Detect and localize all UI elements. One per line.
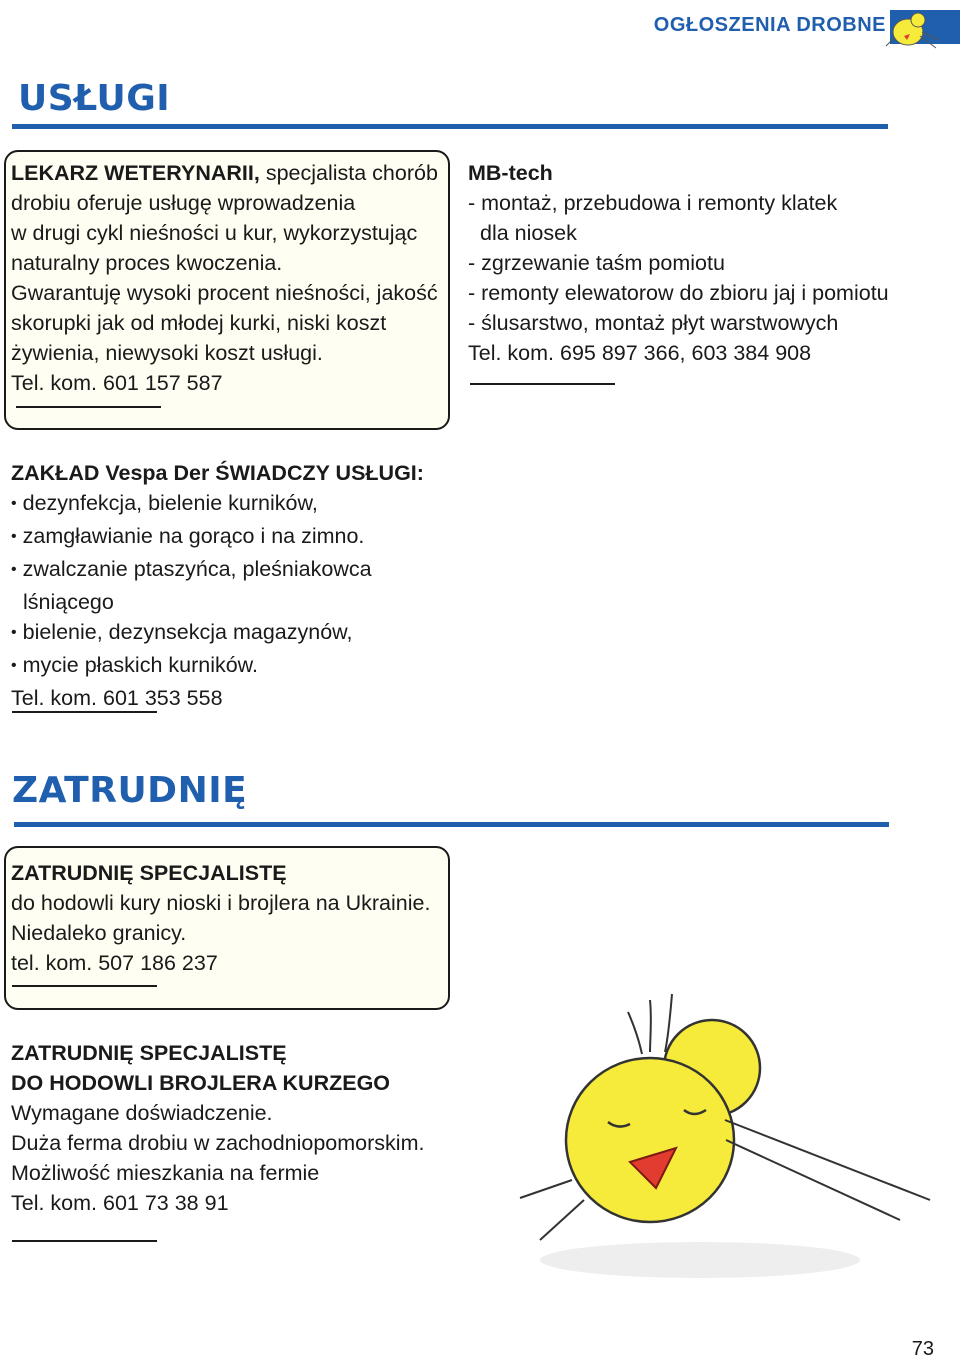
ad-mbtech-line: - zgrzewanie taśm pomiotu [468,251,725,275]
ad-separator [12,985,157,987]
ad-vespa [11,458,424,713]
ad-mbtech-title: MB-tech [468,161,553,185]
ad-vespa-item: • mycie płaskich kurników. [11,650,424,683]
ad-separator [470,383,615,385]
ad-job1-phone: tel. kom. 507 186 237 [11,951,218,975]
section-rule-zatrudnie [14,822,889,827]
ad-job2-title: DO HODOWLI BROJLERA KURZEGO [11,1071,391,1095]
ad-separator [12,1240,157,1242]
section-title-zatrudnie: ZATRUDNIĘ [12,770,248,811]
ad-mbtech-line: - montaż, przebudowa i remonty klatek [468,191,838,215]
ad-lekarz [11,158,438,398]
header-tag: OGŁOSZENIA DROBNE [653,14,886,36]
ad-lekarz-line: Gwarantuję wysoki procent nieśności, jakość [11,281,438,305]
ad-mbtech-line: - ślusarstwo, montaż płyt warstwowych [468,311,839,335]
ad-mbtech-line: dla niosek [480,221,577,245]
ad-job2-title: ZATRUDNIĘ SPECJALISTĘ [11,1041,287,1065]
ad-vespa-item: • dezynfekcja, bielenie kurników, [11,488,424,521]
ad-vespa-item: • bielenie, dezynsekcja magazynów, [11,617,424,650]
ad-job1 [11,858,430,978]
page-number: 73 [911,1338,934,1360]
ad-lekarz-line: drobiu oferuje usługę wprowadzenia [11,191,356,215]
ad-job2-phone: Tel. kom. 601 73 38 91 [11,1191,229,1215]
ad-job2 [11,1038,424,1218]
ad-job1-line: do hodowli kury nioski i brojlera na Ukrainie. [11,891,431,915]
ad-vespa-phone: Tel. kom. 601 353 558 [11,686,223,710]
ad-separator [12,711,157,713]
ad-job2-line: Duża ferma drobiu w zachodniopomorskim. [11,1131,425,1155]
ad-lekarz-line: w drugi cykl nieśności u kur, wykorzystując [11,221,418,245]
ad-lekarz-lead: LEKARZ WETERYNARII, [11,161,260,185]
ad-vespa-item: • zwalczanie ptaszyńca, pleśniakowca [11,554,424,587]
section-title-uslugi: USŁUGI [18,78,171,119]
ad-job1-line: Niedaleko granicy. [11,921,187,945]
chick-illustration [500,990,960,1290]
ad-vespa-title: ZAKŁAD Vespa Der ŚWIADCZY USŁUGI: [11,461,424,485]
ad-lekarz-line: specjalista chorób [259,161,438,185]
ad-lekarz-line: naturalny proces kwoczenia. [11,251,283,275]
ad-mbtech [468,158,889,368]
ad-lekarz-phone: Tel. kom. 601 157 587 [11,371,223,395]
ad-job1-title: ZATRUDNIĘ SPECJALISTĘ [11,861,287,885]
ad-vespa-item: • zamgławianie na gorąco i na zimno. [11,521,424,554]
chick-icon [884,6,940,50]
section-rule-uslugi [12,124,888,129]
ad-mbtech-line: - remonty elewatorow do zbioru jaj i pomiotu [468,281,889,305]
ad-vespa-item: lśniącego [23,590,114,614]
ad-mbtech-phone: Tel. kom. 695 897 366, 603 384 908 [468,341,812,365]
ad-job2-line: Wymagane doświadczenie. [11,1101,273,1125]
ad-lekarz-line: skorupki jak od młodej kurki, niski koszt [11,311,387,335]
ad-lekarz-line: żywienia, niewysoki koszt usługi. [11,341,323,365]
ad-separator [16,406,161,408]
ad-job2-line: Możliwość mieszkania na fermie [11,1161,320,1185]
